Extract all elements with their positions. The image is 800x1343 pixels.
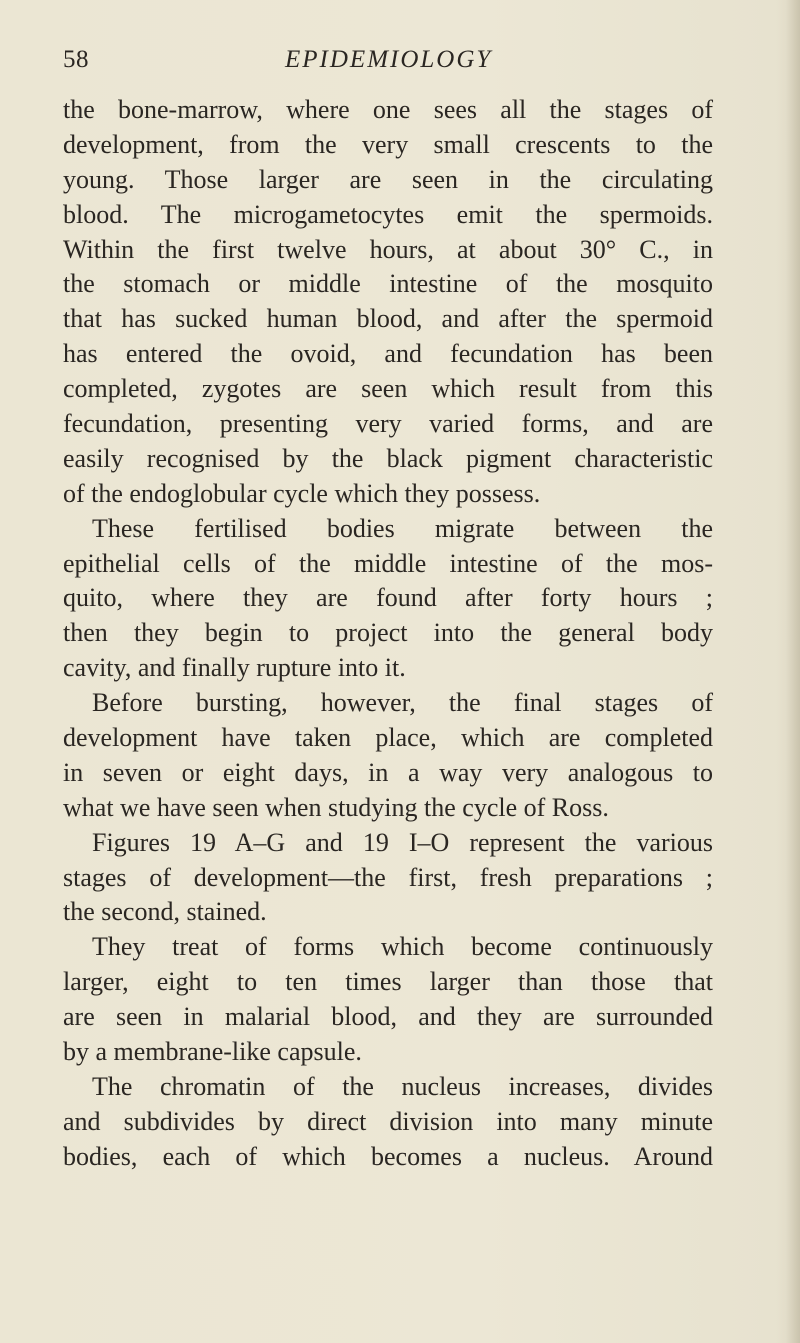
body-text [63,93,713,1175]
text-line: and subdivides by direct division into many minute [63,1106,713,1136]
text-line: epithelial cells of the middle intestine of the mos- [63,548,713,578]
text-line: are seen in malarial blood, and they are surrounded [63,1002,713,1032]
text-line: quito, where they are found after forty hours ; [63,583,713,613]
text-line: Figures 19 A–G and 19 I–O represent the various [92,827,713,857]
text-line: cavity, and finally rupture into it. [63,653,406,683]
text-line: has entered the ovoid, and fecundation has been [63,339,713,369]
text-line: in seven or eight days, in a way very analogous to [63,757,713,787]
text-line: of the endoglobular cycle which they possess. [63,478,541,508]
running-head: EPIDEMIOLOGY [285,46,493,73]
text-line: then they begin to project into the general body [63,618,713,648]
text-line: completed, zygotes are seen which result from this [63,374,713,404]
text-line: Within the first twelve hours, at about 30° C., in [63,234,713,264]
text-line: young. Those larger are seen in the circulating [63,164,713,194]
text-line: the bone-marrow, where one sees all the stages of [63,95,713,124]
text-line: development, from the very small crescents to the [63,129,713,159]
text-line: These fertilised bodies migrate between the [92,513,713,543]
page-edge-shadow [786,0,800,1343]
page-header [63,46,713,78]
text-line: what we have seen when studying the cycle of Ross. [63,792,609,822]
text-line: blood. The microgametocytes emit the spermoids. [63,199,713,229]
text-line: The chromatin of the nucleus increases, divides [92,1071,713,1101]
text-line: bodies, each of which becomes a nucleus. Around [63,1141,713,1171]
text-line: larger, eight to ten times larger than those that [63,967,713,997]
text-line: Before bursting, however, the final stages of [92,688,713,718]
text-line: They treat of forms which become continuously [92,932,713,962]
text-line: the stomach or middle intestine of the mosquito [63,269,713,299]
text-line: development have taken place, which are completed [63,723,713,753]
page-number: 58 [63,46,89,73]
text-line: stages of development—the first, fresh preparations ; [63,862,713,892]
text-line: easily recognised by the black pigment characteristic [63,443,713,473]
text-line: the second, stained. [63,897,267,927]
text-line: by a membrane-like capsule. [63,1037,362,1067]
text-line: that has sucked human blood, and after the spermoid [63,304,713,334]
text-line: fecundation, presenting very varied forms, and are [63,409,713,439]
